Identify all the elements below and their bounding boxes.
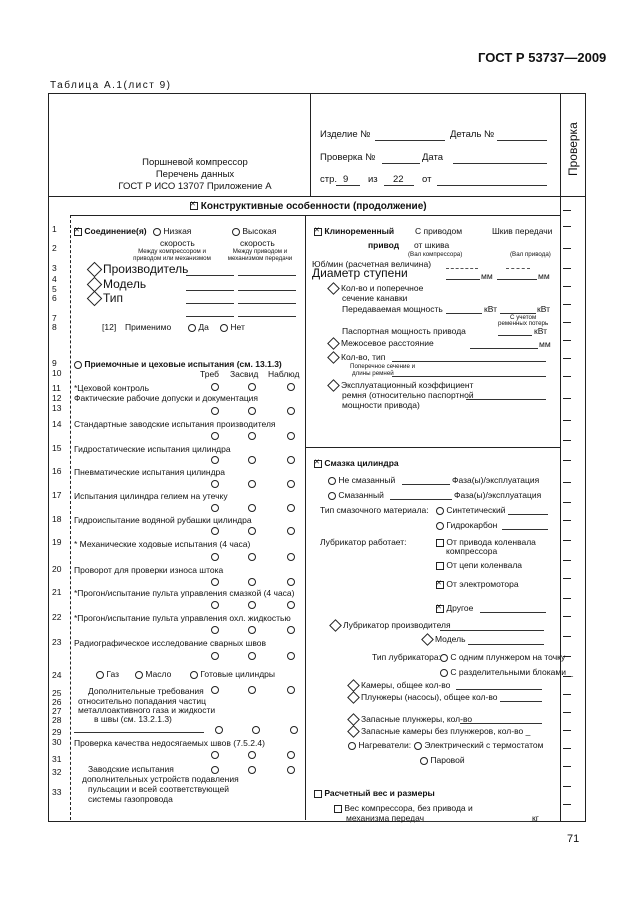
kg-unit: кг <box>532 813 539 823</box>
header-divider <box>48 196 585 197</box>
lub-manufacturer-row: Лубрикатор производителя <box>330 620 451 630</box>
chambers-row: Камеры, общее кол-во <box>348 680 450 690</box>
vbelt-checkbox[interactable] <box>314 228 322 236</box>
weight-line-2: механизма передач <box>346 813 425 823</box>
test-radio[interactable] <box>248 432 256 440</box>
part-number-label: Деталь № <box>450 129 495 140</box>
pulley-label: Шкив передачи <box>492 226 553 236</box>
model-field-1[interactable] <box>186 290 234 291</box>
quality-check: Проверка качества недосягаемых швов (7.5.2.4) <box>74 738 265 748</box>
check-number-field[interactable] <box>382 163 420 164</box>
diamond-icon <box>329 619 342 632</box>
high-speed-radio[interactable] <box>232 228 240 236</box>
diamond-icon <box>421 633 434 646</box>
of-label: из <box>368 174 378 185</box>
applicable-label: Применимо <box>125 322 172 332</box>
diamond-icon <box>87 262 103 278</box>
extra-req-field[interactable] <box>74 732 204 733</box>
test-radio[interactable] <box>287 626 295 634</box>
steam-option[interactable]: Паровой <box>420 755 465 765</box>
extra-req-radio[interactable] <box>215 726 223 734</box>
lub-model-row: Модель <box>422 634 466 644</box>
lub-model-field[interactable] <box>468 644 544 645</box>
col-witnessed: Засвид <box>230 369 259 379</box>
test-standard: Стандартные заводские испытания производителя <box>74 419 276 429</box>
factory-tests-line-3: пульсации и всей соответствующей <box>88 784 230 794</box>
extra-req-radio[interactable] <box>287 686 295 694</box>
electric-option[interactable]: Электрический с термостатом <box>414 740 543 750</box>
weight-field[interactable] <box>410 821 530 822</box>
test-radio[interactable] <box>248 504 256 512</box>
test-radio[interactable] <box>211 527 219 535</box>
trans-power-label: Передаваемая мощность <box>342 304 443 314</box>
test-rod-runout: Проворот для проверки износа штока <box>74 565 224 575</box>
from-crank-line-2: компрессора <box>446 546 498 556</box>
mm-unit-1: мм <box>481 271 493 281</box>
manufacturer-field-1[interactable] <box>186 275 234 276</box>
diamond-icon <box>327 379 340 392</box>
applicable-yes[interactable]: Да <box>188 322 209 332</box>
factory-tests-line-1: Заводские испытания <box>88 764 174 774</box>
rpm-label: Юб/мин (расчетная величина) <box>312 259 432 269</box>
extra-req-line-2: относительно попадания частиц <box>78 696 206 706</box>
phase-op-1: Фаза(ы)/эксплуатация <box>452 475 540 485</box>
test-radio[interactable] <box>211 504 219 512</box>
model-row: Модель <box>88 279 146 290</box>
test-radio[interactable] <box>211 626 219 634</box>
test-radio[interactable] <box>248 601 256 609</box>
test-radio[interactable] <box>211 407 219 415</box>
test-radio[interactable] <box>287 504 295 512</box>
manufacturer-row: Производитель <box>88 264 188 275</box>
test-radio[interactable] <box>248 407 256 415</box>
service-factor-2: ремня (относительно паспортной <box>342 390 474 400</box>
header-standard-ref: ГОСТ Р ИСО 13707 Приложение А <box>118 181 272 192</box>
extra-req-line-3: металлоактивного газа и жидкости <box>78 705 216 715</box>
test-coolant-console: *Прогон/испытание пульта управления охл. жидкостью <box>74 613 291 623</box>
type-field-2[interactable] <box>238 303 296 304</box>
header-title: Поршневой компрессор <box>142 157 248 168</box>
test-radio[interactable] <box>248 626 256 634</box>
table-caption: Таблица А.1(лист 9) <box>50 80 172 91</box>
test-radio[interactable] <box>287 407 295 415</box>
diamond-icon <box>327 351 340 364</box>
diamond-icon <box>327 282 340 295</box>
other-field[interactable] <box>480 612 546 613</box>
test-radio[interactable] <box>287 432 295 440</box>
factory-tests-line-4: системы газопровода <box>88 794 173 804</box>
service-factor-row: Эксплуатационный коэффициент <box>328 380 473 390</box>
manufacturer-field-2[interactable] <box>238 275 296 276</box>
type-field-1[interactable] <box>186 303 234 304</box>
extra-req-line-1: Дополнительные требования <box>88 686 204 696</box>
plungers-field[interactable] <box>500 701 542 702</box>
check-number-label: Проверка № <box>320 152 376 163</box>
hydrocarbon-field[interactable] <box>502 529 548 530</box>
low-speed-label: скорость <box>160 238 195 248</box>
test-tolerances: Фактические рабочие допуски и документация <box>74 393 259 403</box>
lub-type-label: Тип лубрикатора: <box>372 652 441 662</box>
loss-note-2: ременных потерь <box>498 320 549 327</box>
of-value: 22 <box>393 174 404 185</box>
lube-title: ✕ Смазка цилиндра <box>314 458 399 468</box>
test-hydrostatic: Гидростатические испытания цилиндра <box>74 444 231 454</box>
from-field[interactable] <box>437 185 547 186</box>
lubed-option[interactable]: Смазанный <box>328 490 384 500</box>
chambers-field[interactable] <box>456 689 542 690</box>
lube-divider <box>305 447 560 448</box>
oil-option[interactable]: Масло <box>135 669 171 679</box>
low-speed-radio[interactable] <box>153 228 161 236</box>
from-motor-option[interactable]: ✕ От электромотора <box>436 579 519 589</box>
test-radio[interactable] <box>211 578 219 586</box>
center-distance-row: Межосевое расстояние <box>328 338 434 348</box>
test-radio[interactable] <box>248 456 256 464</box>
from-chain-option[interactable]: От цепи коленвала <box>436 560 522 570</box>
cross-section-2: длины ремней <box>352 370 394 377</box>
kw-unit-3: кВт <box>534 326 547 336</box>
qty-type-row: Кол-во, тип <box>328 352 385 362</box>
factory-tests-line-2: дополнительных устройств подавления <box>82 774 239 784</box>
high-speed-note: Между приводом и механизмом передачи <box>227 248 293 262</box>
diamond-icon <box>347 691 360 704</box>
drive-label: привод <box>368 240 400 250</box>
pitch-dia-field-2[interactable] <box>497 279 537 280</box>
test-radio[interactable] <box>248 383 256 391</box>
mm-unit-2: мм <box>538 271 550 281</box>
test-radio[interactable] <box>287 527 295 535</box>
trans-power-field-1[interactable] <box>446 313 482 314</box>
rated-power-label: Паспортная мощность привода <box>342 326 466 336</box>
test-shop-inspection: *Цеховой контроль <box>74 383 150 393</box>
high-speed-option[interactable]: Высокая <box>232 226 276 236</box>
mm-unit-3: мм <box>539 339 551 349</box>
qty-type-field[interactable] <box>392 361 546 362</box>
test-radio[interactable] <box>287 480 295 488</box>
diamond-icon <box>327 337 340 350</box>
one-plunger-option[interactable]: С одним плунжером на точку <box>440 652 565 662</box>
extra-req-radio[interactable] <box>248 686 256 694</box>
kw-unit-1: кВт <box>484 304 497 314</box>
extra-req-radio[interactable] <box>290 726 298 734</box>
test-water-jacket: Гидроиспытание водяной рубашки цилиндра <box>74 515 252 525</box>
test-helium: Испытания цилиндра гелием на утечку <box>74 491 228 501</box>
spare-plungers-row: Запасные плунжеры, кол-во <box>348 714 472 724</box>
tests-radio[interactable] <box>74 361 82 369</box>
factory-tests-radio[interactable] <box>248 766 256 774</box>
test-radio[interactable] <box>287 553 295 561</box>
not-lubed-option[interactable]: Не смазанный <box>328 475 395 485</box>
section-divider <box>70 215 560 216</box>
ref-12: [12] <box>102 322 117 332</box>
standard-code: ГОСТ Р 53737—2009 <box>478 50 607 65</box>
rated-power-field[interactable] <box>498 335 532 336</box>
center-dist-field[interactable] <box>470 348 538 349</box>
low-speed-note: Между компрессором и приводом или механизмом <box>133 248 211 262</box>
test-radio[interactable] <box>211 432 219 440</box>
extra-field-1[interactable] <box>186 316 234 317</box>
vbelt-row: ✕ Клиноременный <box>314 226 394 236</box>
lubed-field[interactable] <box>390 499 452 500</box>
other-option[interactable]: ✕ Другое <box>436 603 473 613</box>
weight-row: Вес компрессора, без привода и <box>334 803 473 813</box>
rpm-field-1[interactable] <box>446 268 478 269</box>
low-speed-option[interactable]: Низкая <box>153 226 191 236</box>
cross-section-1: Поперечное сечение и <box>350 363 416 370</box>
section-checkbox-icon <box>190 202 198 210</box>
spare-chambers-row: Запасные камеры без плунжеров, кол-во _ <box>348 726 530 736</box>
finished-cyl-option[interactable]: Готовые цилиндры <box>190 669 275 679</box>
check-column-divider <box>560 93 561 821</box>
lube-checkbox[interactable] <box>314 460 322 468</box>
synthetic-option[interactable]: Синтетический <box>436 505 505 515</box>
quality-check-radio[interactable] <box>287 751 295 759</box>
test-radio[interactable] <box>287 601 295 609</box>
groove-line-2: сечение канавки <box>342 293 408 303</box>
rpm-field-2[interactable] <box>506 268 530 269</box>
test-radio[interactable] <box>211 456 219 464</box>
date-field[interactable] <box>453 163 547 164</box>
plungers-row: Плунжеры (насосы), общее кол-во <box>348 692 497 702</box>
col-observed: Наблюд <box>268 369 300 379</box>
extra-req-line-4: в швы (см. 13.2.1.3) <box>94 714 172 724</box>
high-speed-label: скорость <box>240 238 275 248</box>
test-mechanical-run: * Механические ходовые испытания (4 часа) <box>74 539 251 549</box>
diamond-icon <box>347 725 360 738</box>
page-number: 71 <box>567 833 580 845</box>
cross-section-field[interactable] <box>392 376 546 377</box>
test-radio[interactable] <box>287 383 295 391</box>
page-label: стр. <box>320 174 338 185</box>
test-radio[interactable] <box>248 578 256 586</box>
with-drive: С приводом <box>415 226 463 236</box>
test-radio[interactable] <box>287 456 295 464</box>
groove-row: Кол-во и поперечное <box>328 283 423 293</box>
quality-check-radio[interactable] <box>211 751 219 759</box>
of-field[interactable] <box>384 185 414 186</box>
extra-field-2[interactable] <box>238 316 296 317</box>
lube-type-label: Тип смазочного материала: <box>320 505 429 515</box>
test-radio[interactable] <box>211 601 219 609</box>
connection-row: ✕ Соединение(я) <box>74 226 147 236</box>
hydrocarbon-option[interactable]: Гидрокарбон <box>436 520 497 530</box>
applicable-no[interactable]: Нет <box>220 322 245 332</box>
test-lube-console: *Прогон/испытание пульта управления смазкой (4 часа) <box>74 588 295 598</box>
test-radio[interactable] <box>287 578 295 586</box>
pitch-dia-field-1[interactable] <box>446 279 480 280</box>
page-field[interactable] <box>336 185 360 186</box>
from-pulley: от шкива <box>414 240 450 250</box>
phase-op-2: Фаза(ы)/эксплуатация <box>454 490 542 500</box>
test-radio[interactable] <box>248 527 256 535</box>
from-crank-option[interactable]: От привода коленвала <box>436 537 536 547</box>
item-number-field[interactable] <box>375 140 445 141</box>
loss-note-1: С учетом <box>510 314 537 321</box>
tests-title: Приемочные и цеховые испытания (см. 13.1.3) <box>74 359 282 369</box>
diamond-icon <box>87 291 103 307</box>
weights-title: Расчетный вес и размеры <box>314 788 435 798</box>
header-subtitle: Перечень данных <box>155 169 235 180</box>
service-factor-3: мощности привода) <box>342 400 420 410</box>
synthetic-field[interactable] <box>508 514 548 515</box>
test-radio[interactable] <box>248 480 256 488</box>
part-number-field[interactable] <box>497 140 547 141</box>
gas-option[interactable]: Газ <box>96 669 119 679</box>
item-number-label: Изделие № <box>320 129 371 140</box>
weight-checkbox[interactable] <box>334 805 342 813</box>
test-radio[interactable] <box>211 383 219 391</box>
header-vertical-divider <box>310 93 311 196</box>
middle-column-divider <box>305 215 306 820</box>
test-radio[interactable] <box>248 553 256 561</box>
test-radio[interactable] <box>211 480 219 488</box>
date-label: Дата <box>422 152 444 163</box>
sep-blocks-option[interactable]: С разделительными блоками _ <box>440 667 573 677</box>
check-column-label: Проверка <box>566 122 580 176</box>
test-radio[interactable] <box>211 553 219 561</box>
factory-tests-radio[interactable] <box>287 766 295 774</box>
spare-plungers-field[interactable] <box>460 723 542 724</box>
lub-manufacturer-field[interactable] <box>440 630 544 631</box>
test-pneumatic: Пневматические испытания цилиндра <box>74 467 226 477</box>
quality-check-radio[interactable] <box>248 751 256 759</box>
factory-tests-radio[interactable] <box>211 766 219 774</box>
test-radio[interactable] <box>248 652 256 660</box>
pitch-diameter-label: Диаметр ступени <box>312 266 408 280</box>
test-radio[interactable] <box>211 652 219 660</box>
type-row: Тип <box>88 293 123 304</box>
lubricator-works-label: Лубрикатор работает: <box>320 537 407 547</box>
not-lubed-field[interactable] <box>402 484 450 485</box>
extra-req-radio[interactable] <box>252 726 260 734</box>
extra-req-radio[interactable] <box>211 686 219 694</box>
connection-checkbox[interactable] <box>74 228 82 236</box>
test-radiography: Радиографическое исследование сварных швов <box>74 638 267 648</box>
test-radio[interactable] <box>287 652 295 660</box>
comp-shaft-note: (Вал компрессора) <box>408 251 463 258</box>
number-column-divider <box>70 215 71 820</box>
model-field-2[interactable] <box>238 290 296 291</box>
from-label: от <box>422 174 432 185</box>
weights-checkbox[interactable] <box>314 790 322 798</box>
drive-shaft-note: (Вал привода) <box>510 251 551 258</box>
heaters-row: Нагреватели: <box>348 740 411 750</box>
page-value: 9 <box>343 174 349 185</box>
col-required: Треб <box>200 369 219 379</box>
section-title: ✕ Конструктивные особенности (продолжение) <box>190 202 427 212</box>
kw-unit-2: кВт <box>537 304 550 314</box>
service-factor-field[interactable] <box>466 399 546 400</box>
